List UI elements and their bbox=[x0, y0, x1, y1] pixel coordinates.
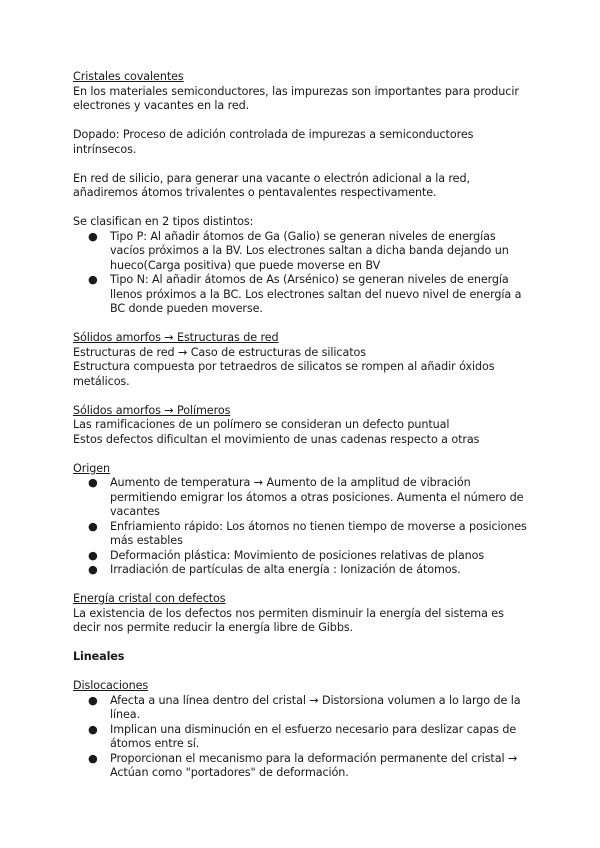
list-item-mecanismo bbox=[73, 752, 533, 781]
paragraph-semiconductores: En los materiales semiconductores, las impurezas son importantes para producir electrones y vacantes en la red. bbox=[73, 84, 519, 112]
paragraph-dopado: Dopado: Proceso de adición controlada de impurezas a semiconductores intrínsecos. bbox=[73, 128, 474, 156]
list-item-text: Tipo N: Al añadir átomos de As (Arsénico) se generan niveles de energía llenos próximos a la BC. Los electrones saltan del nuevo nivel de energía a BC donde pueden moverse. bbox=[110, 273, 522, 315]
list-item-text: Afecta a una línea dentro del cristal → Distorsiona volumen a lo largo de la línea. bbox=[110, 693, 521, 721]
list-item-text: Irradiación de partículas de alta energía : Ionización de átomos. bbox=[110, 563, 461, 576]
list-dislocaciones bbox=[73, 694, 533, 781]
document-content bbox=[73, 70, 533, 781]
bullet-icon: ● bbox=[88, 519, 98, 533]
heading-origen: Origen bbox=[73, 461, 110, 475]
paragraph-defectos-cadenas: Estos defectos dificultan el movimiento de unas cadenas respecto a otras bbox=[73, 432, 480, 446]
list-item-temperatura bbox=[73, 476, 533, 520]
list-item-tipo-n bbox=[73, 273, 533, 317]
bullet-icon: ● bbox=[88, 722, 98, 736]
bullet-icon: ● bbox=[88, 563, 98, 576]
heading-energia-cristal: Energía cristal con defectos bbox=[73, 592, 226, 605]
list-item-enfriamiento bbox=[73, 520, 533, 549]
list-item-text: Deformación plástica: Movimiento de posiciones relativas de planos bbox=[110, 548, 485, 562]
bullet-icon: ● bbox=[88, 229, 98, 243]
list-item-text: Tipo P: Al añadir átomos de Ga (Galio) se generan niveles de energías vacíos próximos a la BV. Los electrones saltan a dicha banda dejando un hueco(Carga positiva) que puede moverse en BV bbox=[110, 229, 509, 272]
heading-amorfos-red: Sólidos amorfos → Estructuras de red bbox=[73, 331, 279, 344]
list-item-esfuerzo bbox=[73, 723, 533, 752]
heading-cristales-covalentes: Cristales covalentes bbox=[73, 70, 184, 83]
paragraph-tetraedros: Estructura compuesta por tetraedros de silicatos se rompen al añadir óxidos metálicos. bbox=[73, 360, 495, 388]
list-item-text: Aumento de temperatura → Aumento de la amplitud de vibración permitiendo emigrar los átomos a otras posiciones. Aumenta el número de vacantes bbox=[110, 476, 524, 518]
paragraph-estructuras-red: Estructuras de red → Caso de estructuras de silicatos bbox=[73, 345, 366, 359]
bullet-icon: ● bbox=[88, 751, 98, 765]
list-item-text: Proporcionan el mecanismo para la deformación permanente del cristal → Actúan como "portadores" de deformación. bbox=[110, 751, 518, 779]
paragraph-red-silicio: En red de silicio, para generar una vacante o electrón adicional a la red, añadiremos átomos trivalentes o pentavalentes respectivamente. bbox=[73, 171, 470, 199]
list-item-deformacion bbox=[73, 549, 533, 564]
bullet-icon: ● bbox=[88, 476, 98, 489]
list-origen bbox=[73, 476, 533, 578]
paragraph-ramificaciones: Las ramificaciones de un polímero se consideran un defecto puntual bbox=[73, 418, 450, 431]
heading-amorfos-polimeros: Sólidos amorfos → Polímeros bbox=[73, 403, 231, 417]
bullet-icon: ● bbox=[88, 273, 98, 286]
list-item-text: Implican una disminución en el esfuerzo necesario para deslizar capas de átomos entre sí. bbox=[110, 722, 517, 750]
paragraph-energia-gibbs: La existencia de los defectos nos permiten disminuir la energía del sistema es decir nos permite reducir la energía libre de Gibbs. bbox=[73, 606, 504, 634]
list-item-text: Enfriamiento rápido: Los átomos no tienen tiempo de moverse a posiciones más estables bbox=[110, 519, 527, 547]
bullet-icon: ● bbox=[88, 693, 98, 707]
list-item-tipo-p bbox=[73, 230, 533, 274]
heading-dislocaciones: Dislocaciones bbox=[73, 679, 149, 692]
paragraph-clasifican: Se clasifican en 2 tipos distintos: bbox=[73, 215, 254, 228]
bullet-icon: ● bbox=[88, 548, 98, 562]
heading-lineales: Lineales bbox=[73, 650, 125, 663]
list-item-afecta-linea bbox=[73, 694, 533, 723]
list-tipos bbox=[73, 230, 533, 317]
list-item-irradiacion bbox=[73, 563, 533, 578]
